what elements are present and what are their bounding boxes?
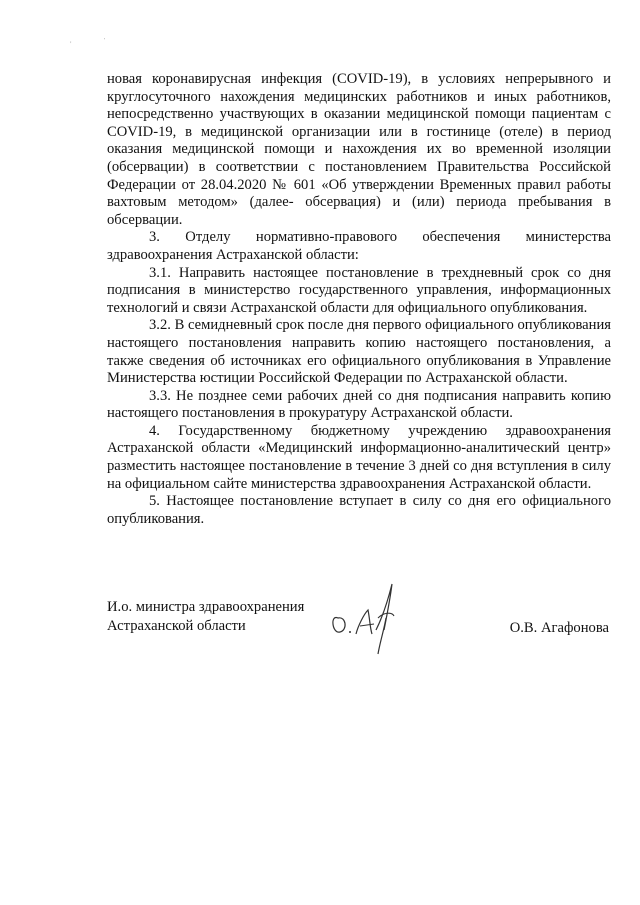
paragraph-4: 4. Государственному бюджетному учреждению здравоохранения Астраханской области «Медицинский информационно-аналитический центр» разместить настоящее постановление в течение 3 дней со дня вступления в силу на официальном сайте министерства здравоохранения Астраханской области. — [107, 422, 611, 492]
signatory-title-line1: И.о. министра здравоохранения — [107, 599, 305, 615]
signatory-title — [107, 598, 304, 636]
signatory-name: О.В. Агафонова — [509, 620, 609, 636]
paragraph-5: 5. Настоящее постановление вступает в силу со дня его официального опубликования. — [107, 493, 611, 527]
paragraph-3-2: 3.2. В семидневный срок после дня первого официального опубликования настоящего постановления направить копию настоящего постановления, а также сведения об источниках его официального опубликования в Управление Министерства юстиции Российской Федерации по Астраханской области. — [107, 317, 611, 387]
document-body — [107, 71, 611, 528]
paragraph-3-1: 3.1. Направить настоящее постановление в трехдневный срок со дня подписания в министерство государственного управления, информационных технологий и связи Астраханской области для официального опубликования. — [107, 264, 611, 316]
paragraph-3: 3. Отделу нормативно-правового обеспечения министерства здравоохранения Астраханской области: — [107, 229, 611, 263]
paragraph-3-3: 3.3. Не позднее семи рабочих дней со дня подписания направить копию настоящего постановления в прокуратуру Астраханской области. — [107, 387, 611, 422]
signatory-title-line2: Астраханской области — [107, 618, 246, 634]
paragraph-continuation: новая коронавирусная инфекция (COVID-19), в условиях непрерывного и круглосуточного нахождения медицинских работников и иных работников, непосредственно участвующих в оказании медицинской помощи пациентам с COVID-19, в медицинской организации или в гостинице (отеле) в период оказания медицинской помощи и нахождения их во временной изоляции (обсервации) в соответствии с постановлением Правительства Российской Федерации от 28.04.2020 № 601 «Об утверждении Временных правил работы вахтовым методом» (далее- обсервация) и (или) периода пребывания в обсервации. — [107, 71, 611, 228]
scan-mark: , — [70, 38, 72, 44]
handwritten-signature — [322, 570, 412, 660]
scan-mark: ' — [104, 38, 106, 44]
